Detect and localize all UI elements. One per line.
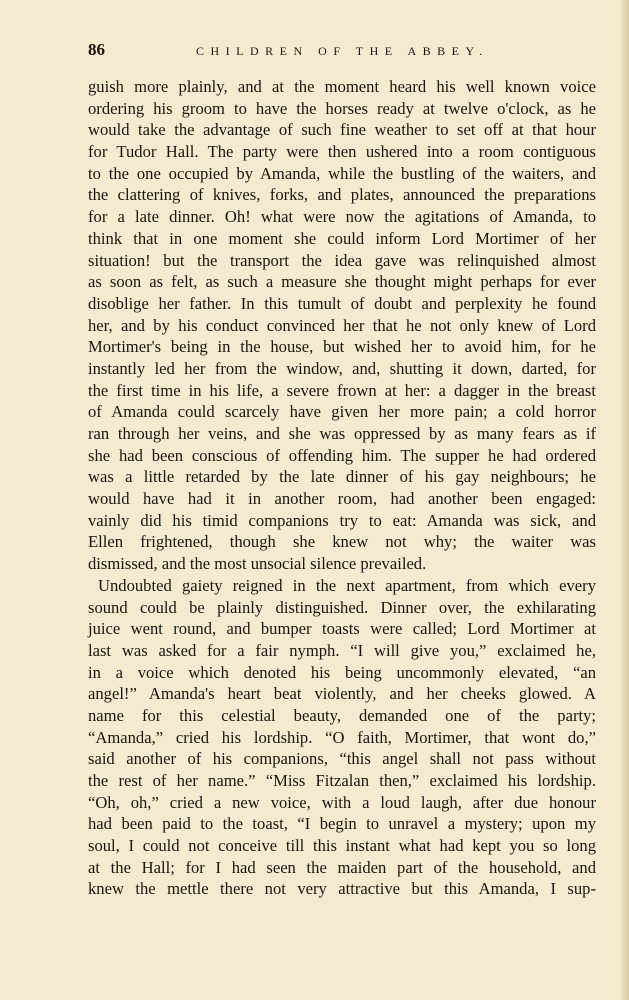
text-line: think that in one moment she could inform Lord Mortimer of her	[88, 228, 596, 248]
text-line: the clattering of knives, forks, and plates, announced the preparations	[88, 185, 596, 205]
text-line: instantly led her from the window, and, shutting it down, darted, for	[88, 358, 596, 378]
text-line: the rest of her name.” “Miss Fitzalan then,” exclaimed his lordship.	[88, 771, 596, 790]
text-line: disoblige her father. In this tumult of doubt and perplexity he found	[88, 293, 596, 313]
text-line: Mortimer's being in the house, but wished her to avoid him, for he	[88, 337, 596, 357]
text-line: juice went round, and bumper toasts were called; Lord Mortimer at	[88, 619, 596, 639]
text-line: the first time in his life, a severe frown at her: a dagger in the breast	[88, 380, 596, 400]
text-line: “Amanda,” cried his lordship. “O faith, Mortimer, that wont do,”	[88, 727, 596, 747]
text-line: for a late dinner. Oh! what were now the agitations of Amanda, to	[88, 207, 596, 227]
text-line: at the Hall; for I had seen the maiden part of the household, and	[88, 857, 596, 877]
text-line: guish more plainly, and at the moment heard his well known voice	[88, 77, 596, 96]
page-number: 86	[88, 40, 105, 59]
page-edge	[621, 0, 629, 1000]
text-line: in a voice which denoted his being uncommonly elevated, “an	[88, 662, 596, 682]
text-line: ordering his groom to have the horses ready at twelve o'clock, as he	[88, 98, 596, 118]
text-line: soul, I could not conceive till this instant what had kept you so long	[88, 836, 596, 856]
text-line: to the one occupied by Amanda, while the bustling of the waiters, and	[88, 163, 596, 183]
text-line: angel!” Amanda's heart beat violently, and her cheeks glowed. A	[88, 684, 596, 704]
text-line: would take the advantage of such fine weather to set off at that hour	[88, 120, 596, 140]
running-head: CHILDREN OF THE ABBEY.	[196, 44, 489, 58]
body-text	[88, 76, 596, 900]
text-line: as soon as felt, as such a measure she thought might perhaps for ever	[88, 272, 596, 292]
text-line: knew the mettle there not very attractive but this Amanda, I sup-	[88, 879, 596, 899]
text-line: was a little retarded by the late dinner of his gay neighbours; he	[88, 467, 596, 487]
text-line: “Oh, oh,” cried a new voice, with a loud laugh, after due honour	[88, 792, 596, 812]
text-line: last was asked for a fair nymph. “I will give you,” exclaimed he,	[88, 640, 596, 660]
text-line: of Amanda could scarcely have given her more pain; a cold horror	[88, 402, 596, 422]
text-line: would have had it in another room, had another been engaged:	[88, 489, 596, 509]
text-line: situation! but the transport the idea gave was relinquished almost	[88, 250, 596, 270]
text-line: name for this celestial beauty, demanded one of the party;	[88, 705, 596, 725]
text-line: Undoubted gaiety reigned in the next apartment, from which every	[98, 575, 596, 595]
text-line: ran through her veins, and she was oppressed by as many fears as if	[88, 424, 596, 443]
text-line: her, and by his conduct convinced her that he not only knew of Lord	[88, 315, 596, 335]
page-header	[88, 40, 597, 62]
text-line: had been paid to the toast, “I begin to unravel a mystery; upon my	[88, 814, 596, 834]
text-line: she had been conscious of offending him. The supper he had ordered	[88, 445, 596, 465]
text-line: dismissed, and the most unsocial silence prevailed.	[88, 554, 427, 574]
text-line: vainly did his timid companions try to eat: Amanda was sick, and	[88, 510, 596, 530]
text-line: said another of his companions, “this angel shall not pass without	[88, 749, 596, 769]
text-line: sound could be plainly distinguished. Dinner over, the exhilarating	[88, 597, 596, 617]
text-line: Ellen frightened, though she knew not why; the waiter was	[88, 532, 596, 552]
text-line: for Tudor Hall. The party were then ushered into a room contiguous	[88, 142, 596, 162]
